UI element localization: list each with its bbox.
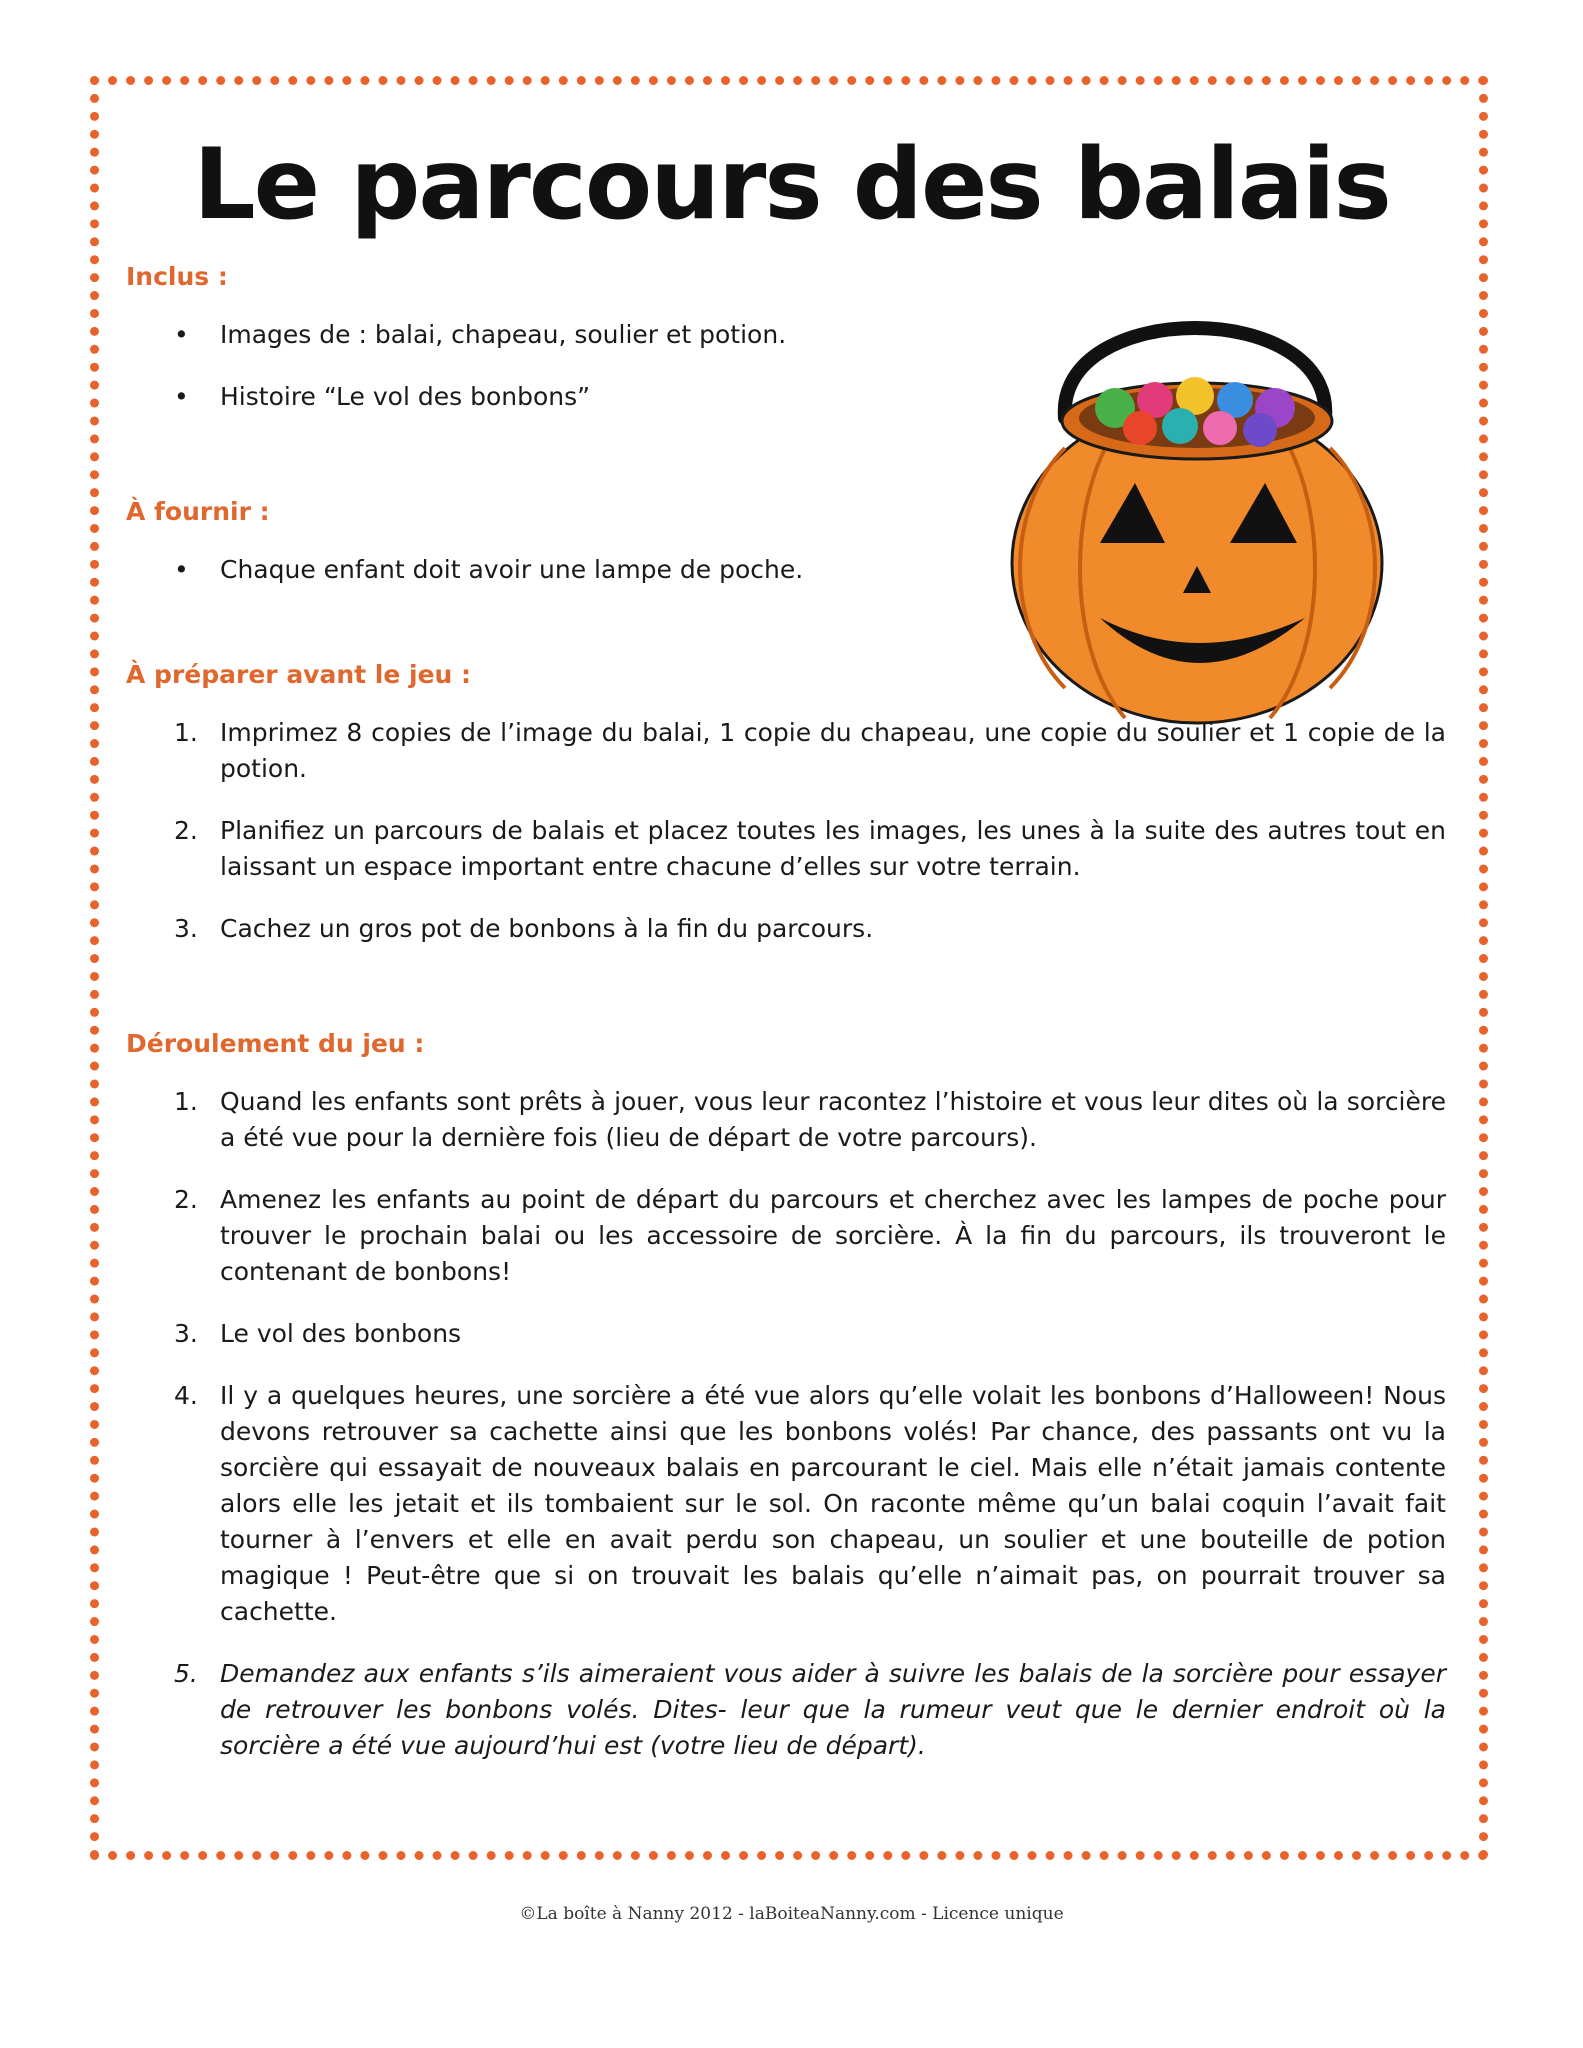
section-inclus [126, 262, 1446, 415]
list-item: 3. Le vol des bonbons [174, 1319, 462, 1348]
section-heading: Inclus : [126, 262, 228, 291]
section-heading: À préparer avant le jeu : [126, 660, 472, 689]
list-item: 1. Imprimez 8 copies de l’image du balai, 1 copie du chapeau, une copie du soulier et 1 copie de la potion. [174, 718, 1446, 783]
list-item: 5. Demandez aux enfants s’ils aimeraient vous aider à suivre les balais de la sorcière pour essayer de retrouver les bonbons volés. Dites- leur que la rumeur veut que le dernier endroit où la sorcière a été vue aujourd’hui est (votre lieu de départ). [174, 1659, 1446, 1760]
section-heading: À fournir : [126, 497, 270, 526]
list-item: 4. Il y a quelques heures, une sorcière a été vue alors qu’elle volait les bonbons d’Halloween! Nous devons retrouver sa cachette ainsi que les bonbons volés! Par chance, des passants ont vu la sorcière qui essayait de nouveaux balais en parcourant le ciel. Mais elle n’était jamais contente alors elle les jetait et ils tombaient sur le sol. On raconte même qu’un balai coquin l’avait fait tourner à l’envers et elle en avait perdu son chapeau, un soulier et une bouteille de potion magique ! Peut-être que si on trouvait les balais qu’elle n’aimait pas, on pourrait trouver sa cachette. [174, 1381, 1446, 1626]
footer-copyright: ©La boîte à Nanny 2012 - laBoiteaNanny.com - Licence unique [519, 1904, 1064, 1924]
list-item: • Chaque enfant doit avoir une lampe de poche. [174, 555, 804, 584]
list-item: 2. Amenez les enfants au point de départ du parcours et cherchez avec les lampes de poche pour trouver le prochain balai ou les accessoire de sorcière. À la fin du parcours, ils trouveront le contenant de bonbons! [174, 1185, 1446, 1286]
list-item: • Histoire “Le vol des bonbons” [174, 382, 591, 411]
section-heading: Déroulement du jeu : [126, 1029, 425, 1058]
content [126, 262, 1446, 1764]
list-item: 3. Cachez un gros pot de bonbons à la fin du parcours. [174, 914, 874, 943]
section-preparer [126, 660, 1446, 947]
list-item: • Images de : balai, chapeau, soulier et potion. [174, 320, 787, 349]
section-fournir [126, 497, 1446, 588]
list-item: 1. Quand les enfants sont prêts à jouer, vous leur racontez l’histoire et vous leur dites où la sorcière a été vue pour la dernière fois (lieu de départ de votre parcours). [174, 1087, 1446, 1152]
page-title: Le parcours des balais [193, 128, 1390, 242]
list-item: 2. Planifiez un parcours de balais et placez toutes les images, les unes à la suite des autres tout en laissant un espace important entre chacune d’elles sur votre terrain. [174, 816, 1446, 881]
section-deroulement [126, 1029, 1446, 1764]
